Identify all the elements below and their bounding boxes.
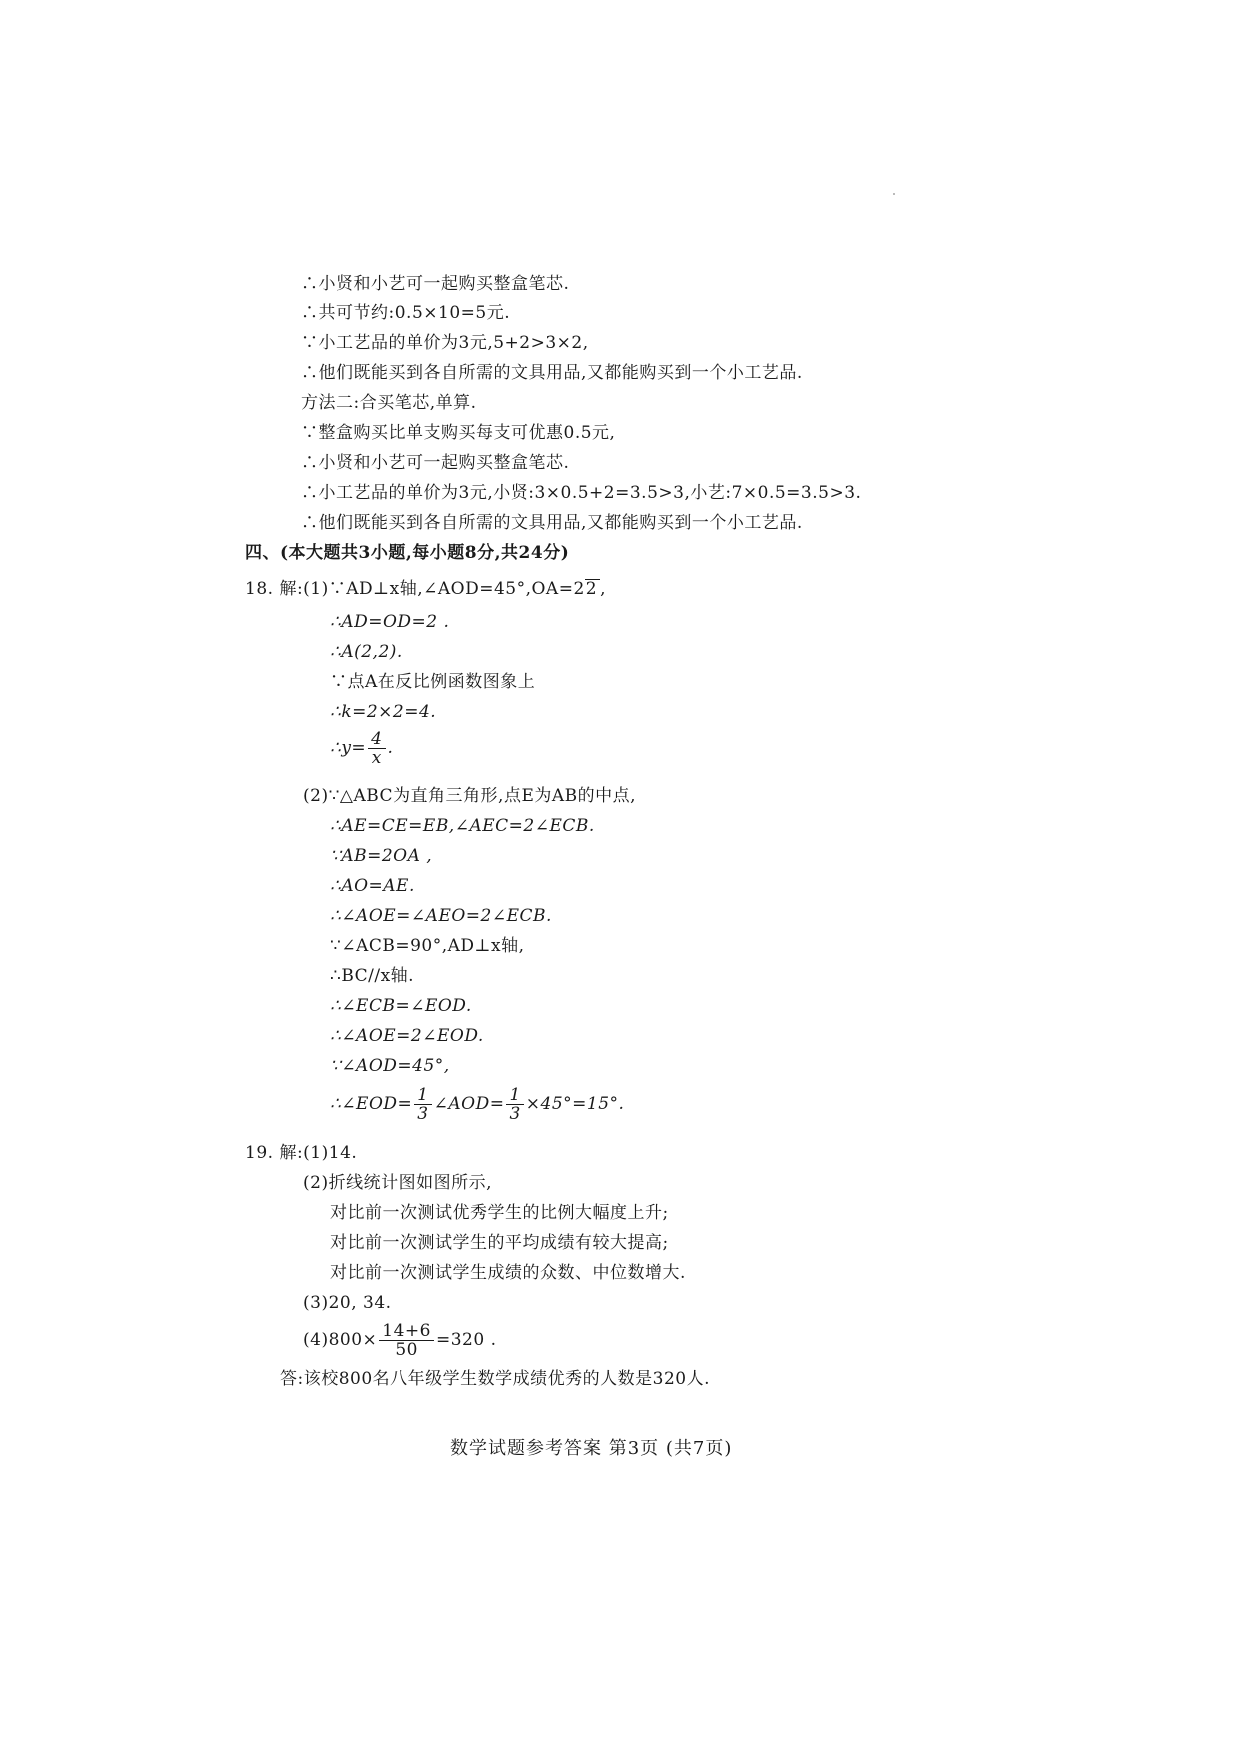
text-line: ∴∠ECB=∠EOD. — [330, 996, 472, 1016]
text-line: (3)20, 34. — [303, 1293, 392, 1313]
text-line: ∴AO=AE. — [330, 876, 415, 896]
text-line: ∵整盒购买比单支购买每支可优惠0.5元, — [301, 423, 616, 443]
fraction-numerator: 14+6 — [379, 1322, 434, 1341]
formula-suffix: ×45°=15°. — [525, 1094, 625, 1114]
text-line: ∴∠AOE=2∠EOD. — [330, 1026, 484, 1046]
text-line: ∴AD=OD=2 . — [330, 612, 450, 632]
scan-speck — [893, 193, 895, 195]
text-line: 对比前一次测试优秀学生的比例大幅度上升; — [330, 1203, 669, 1223]
page-footer: 数学试题参考答案 第3页 (共7页) — [450, 1438, 733, 1459]
text-line — [245, 578, 606, 600]
text-line: 对比前一次测试学生成绩的众数、中位数增大. — [330, 1263, 686, 1283]
fraction-numerator: 1 — [506, 1086, 523, 1105]
text-line: ∵小工艺品的单价为3元,5+2>3×2, — [301, 333, 589, 353]
fraction-denominator: 3 — [509, 1104, 521, 1124]
text-line: 答:该校800名八年级学生数学成绩优秀的人数是320人. — [280, 1369, 711, 1389]
text-line: ∵∠ACB=90°,AD⊥x轴, — [330, 936, 525, 956]
text-line: 19. 解:(1)14. — [245, 1143, 358, 1163]
text-line — [303, 1322, 496, 1359]
text-line: ∴他们既能买到各自所需的文具用品,又都能购买到一个小工艺品. — [301, 363, 803, 383]
fraction — [368, 730, 385, 767]
fraction-denominator: 50 — [395, 1340, 418, 1360]
fraction — [379, 1322, 434, 1359]
text-line: ∴小贤和小艺可一起购买整盒笔芯. — [301, 453, 570, 473]
text-line: ∴小贤和小艺可一起购买整盒笔芯. — [301, 274, 570, 294]
fraction-denominator: x — [371, 748, 382, 768]
formula-prefix: ∴y= — [330, 738, 367, 758]
text-line: ∴BC//x轴. — [330, 966, 415, 986]
text-line: ∴A(2,2). — [330, 642, 403, 662]
text-line: 方法二:合买笔芯,单算. — [301, 393, 477, 413]
section-heading: 四、(本大题共3小题,每小题8分,共24分) — [245, 543, 570, 563]
fraction-numerator: 1 — [414, 1086, 431, 1105]
fraction-denominator: 3 — [417, 1104, 429, 1124]
fraction — [506, 1086, 523, 1123]
text-line: (2)折线统计图如图所示, — [303, 1173, 492, 1193]
fraction-numerator: 4 — [368, 730, 385, 749]
q18-part1-punct: , — [600, 579, 607, 599]
text-line: ∴共可节约:0.5×10=5元. — [301, 303, 511, 323]
formula-prefix: ∴∠EOD= — [330, 1094, 413, 1114]
text-line: 对比前一次测试学生的平均成绩有较大提高; — [330, 1233, 669, 1253]
text-line — [330, 1086, 624, 1123]
text-line — [330, 730, 393, 767]
formula-suffix: =320 . — [435, 1330, 497, 1350]
text-line: ∵∠AOD=45°, — [330, 1056, 450, 1076]
text-line: ∵AB=2OA , — [330, 846, 433, 866]
fraction — [414, 1086, 431, 1123]
text-line: ∵点A在反比例函数图象上 — [330, 672, 536, 692]
q18-part1-text: 18. 解:(1)∵AD⊥x轴,∠AOD=45°,OA=2 — [245, 579, 585, 599]
formula-middle: ∠AOD= — [433, 1094, 505, 1114]
text-line: ∴AE=CE=EB,∠AEC=2∠ECB. — [330, 816, 595, 836]
sqrt-radicand: 2 — [585, 579, 600, 598]
text-line: ∴他们既能买到各自所需的文具用品,又都能购买到一个小工艺品. — [301, 513, 803, 533]
text-line: ∴小工艺品的单价为3元,小贤:3×0.5+2=3.5>3,小艺:7×0.5=3.5>3. — [301, 483, 862, 503]
text-line: ∴∠AOE=∠AEO=2∠ECB. — [330, 906, 552, 926]
text-line: (2)∵△ABC为直角三角形,点E为AB的中点, — [303, 786, 637, 806]
text-line: ∴k=2×2=4. — [330, 702, 437, 722]
formula-suffix: . — [387, 738, 394, 758]
formula-prefix: (4)800× — [303, 1330, 378, 1350]
